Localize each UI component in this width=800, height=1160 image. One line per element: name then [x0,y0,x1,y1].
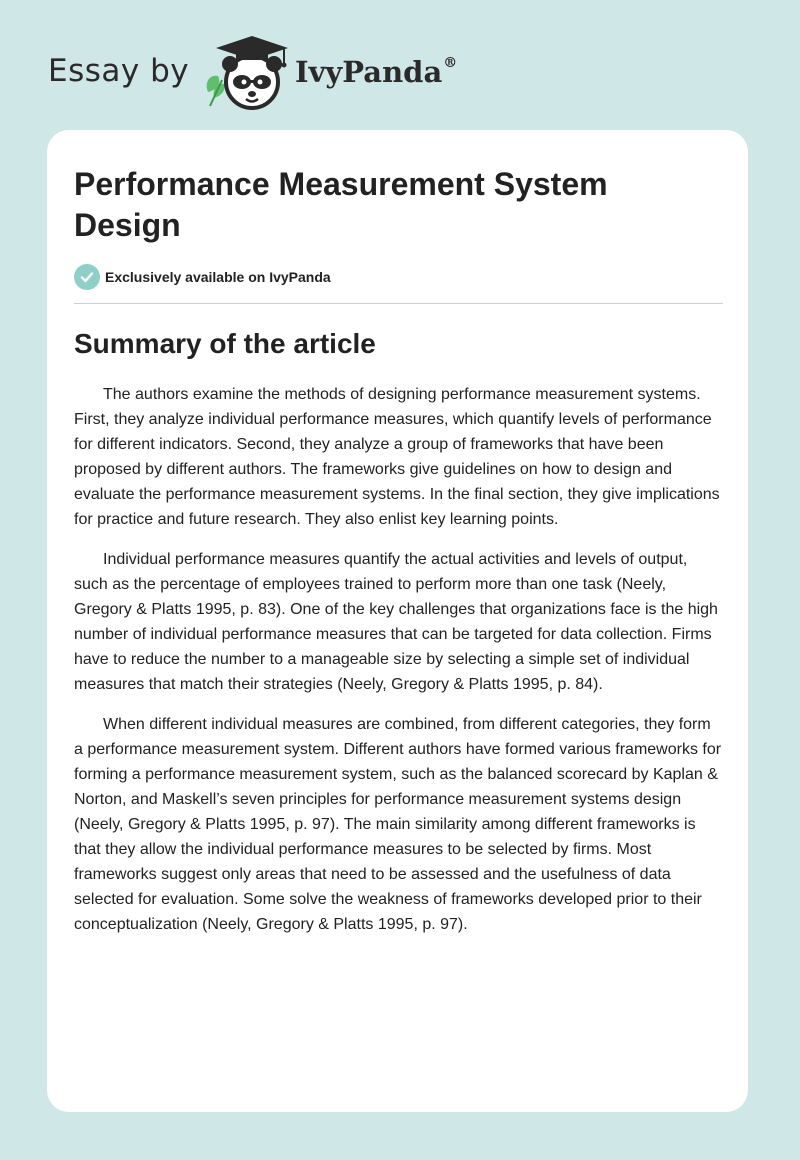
exclusive-badge [74,263,723,291]
registered-mark: ® [443,55,458,72]
paragraph: Individual performance measures quantify the actual activities and levels of output, such as the percentage of employees trained to perform more than one task (Neely, Gregory & Platts 1995, p. 83). One of the key challenges that organizations face is the high number of individual performance measures that can be targeted for data collection. Firms have to reduce the number to a manageable size by selecting a simple set of individual measures that match their strategies (Neely, Gregory & Platts 1995, p. 84). [74,551,718,693]
section-heading: Summary of the article [74,328,376,359]
essay-by-label: Essay by [48,53,190,89]
divider [74,303,723,304]
essay-title: Performance Measurement System Design [74,166,608,243]
essay-card [47,130,748,1112]
paragraph: When different individual measures are combined, from different categories, they form a performance measurement system. Different authors have formed various frameworks for forming a performance measurement system, such as the balanced scorecard by Kaplan & Norton, and Maskell’s seven principles for performance measurement systems design (Neely, Gregory & Platts 1995, p. 97). The main similarity among different frameworks is that they allow the individual performance measures to be selected by firms. Most frameworks suggest only areas that need to be assessed and the usefulness of data selected for evaluation. Some solve the weakness of frameworks developed prior to their conceptualization (Neely, Gregory & Platts 1995, p. 97). [74,716,722,933]
site-header [48,28,748,118]
badge-text: Exclusively available on IvyPanda [105,269,331,285]
essay-content [74,164,723,937]
paragraph: The authors examine the methods of designing performance measurement systems. First, they analyze individual performance measures, which quantify levels of performance for different indicators. Second, they analyze a group of frameworks that have been proposed by different authors. The frameworks give guidelines on how to design and evaluate the performance measurement systems. In the final section, they give implications for practice and future research. They also enlist key learning points. [74,386,720,528]
check-icon [74,264,100,290]
brand-name: IvyPanda® [295,55,458,89]
panda-graduate-icon [200,32,296,112]
